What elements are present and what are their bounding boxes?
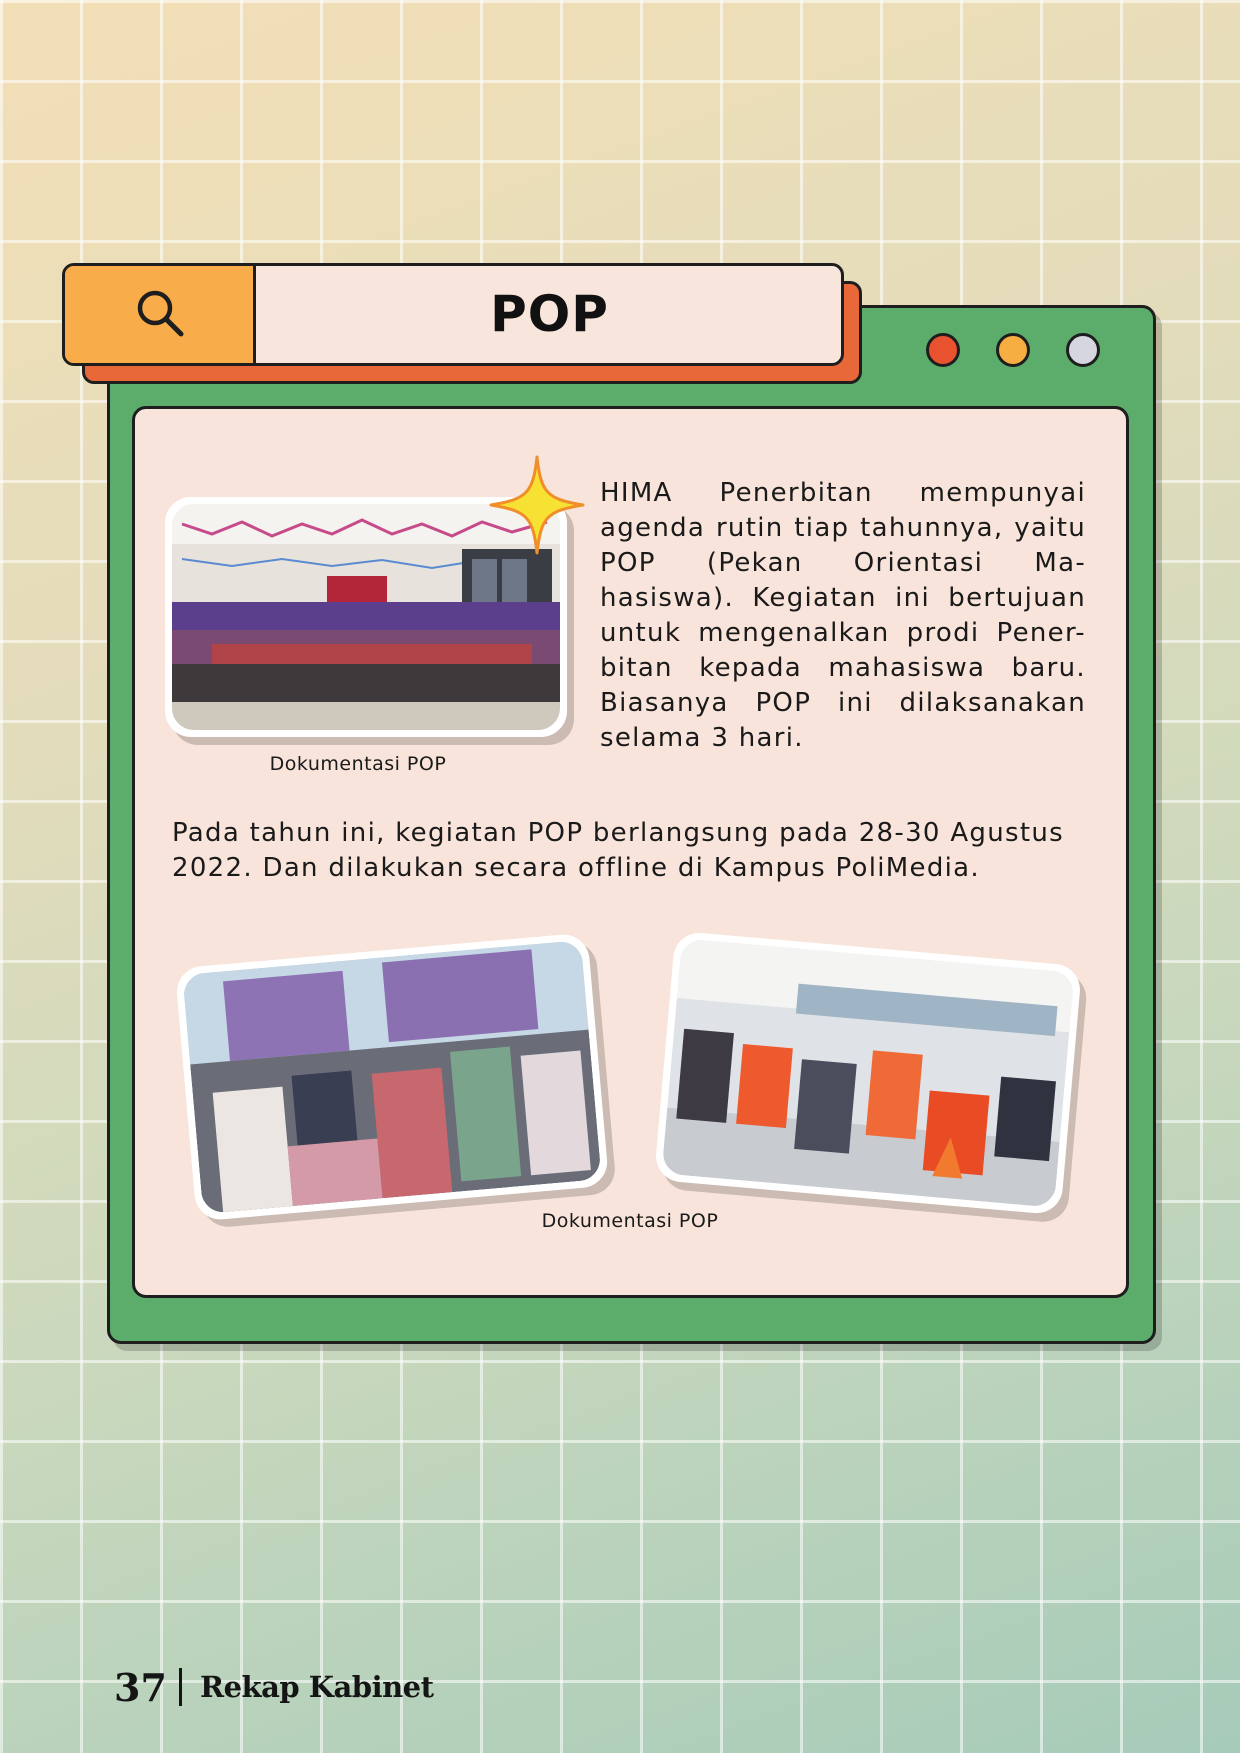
footer-divider <box>179 1668 182 1706</box>
search-icon <box>133 286 197 342</box>
title-bar <box>62 263 844 366</box>
page-title: POP <box>490 285 609 343</box>
window-dot-grey <box>1066 333 1100 367</box>
students-photo-left-image <box>182 940 601 1214</box>
page-number: 37 <box>114 1665 167 1710</box>
photo-caption-top: Dokumentasi POP <box>269 753 447 775</box>
window-dot-red <box>926 333 960 367</box>
event-paragraph: Pada tahun ini, kegiatan POP berlangsung pada 28-30 Agustus 2022. Dan dilakukan secara offline di Kampus PoliMedia. <box>172 818 1064 883</box>
window-dot-orange <box>996 333 1030 367</box>
students-photo-left <box>175 932 610 1221</box>
intro-paragraph: HIMA Penerbitan mempunyai agenda rutin tiap tahunnya, yaitu POP (Pekan Orientasi Ma-hasiswa). Kegiatan ini bertujuan untuk mengenalkan prodi Pener-bitan kepada mahasiswa baru. Biasanya POP ini dilaksanakan selama 3 hari. <box>600 478 1086 753</box>
search-icon-box <box>65 266 256 363</box>
photo-caption-bottom: Dokumentasi POP <box>541 1210 719 1232</box>
students-photo-right <box>654 931 1082 1216</box>
footer-title: Rekap Kabinet <box>200 1670 434 1704</box>
students-photo-right-image <box>661 938 1074 1207</box>
sparkle-star-icon <box>487 453 587 557</box>
